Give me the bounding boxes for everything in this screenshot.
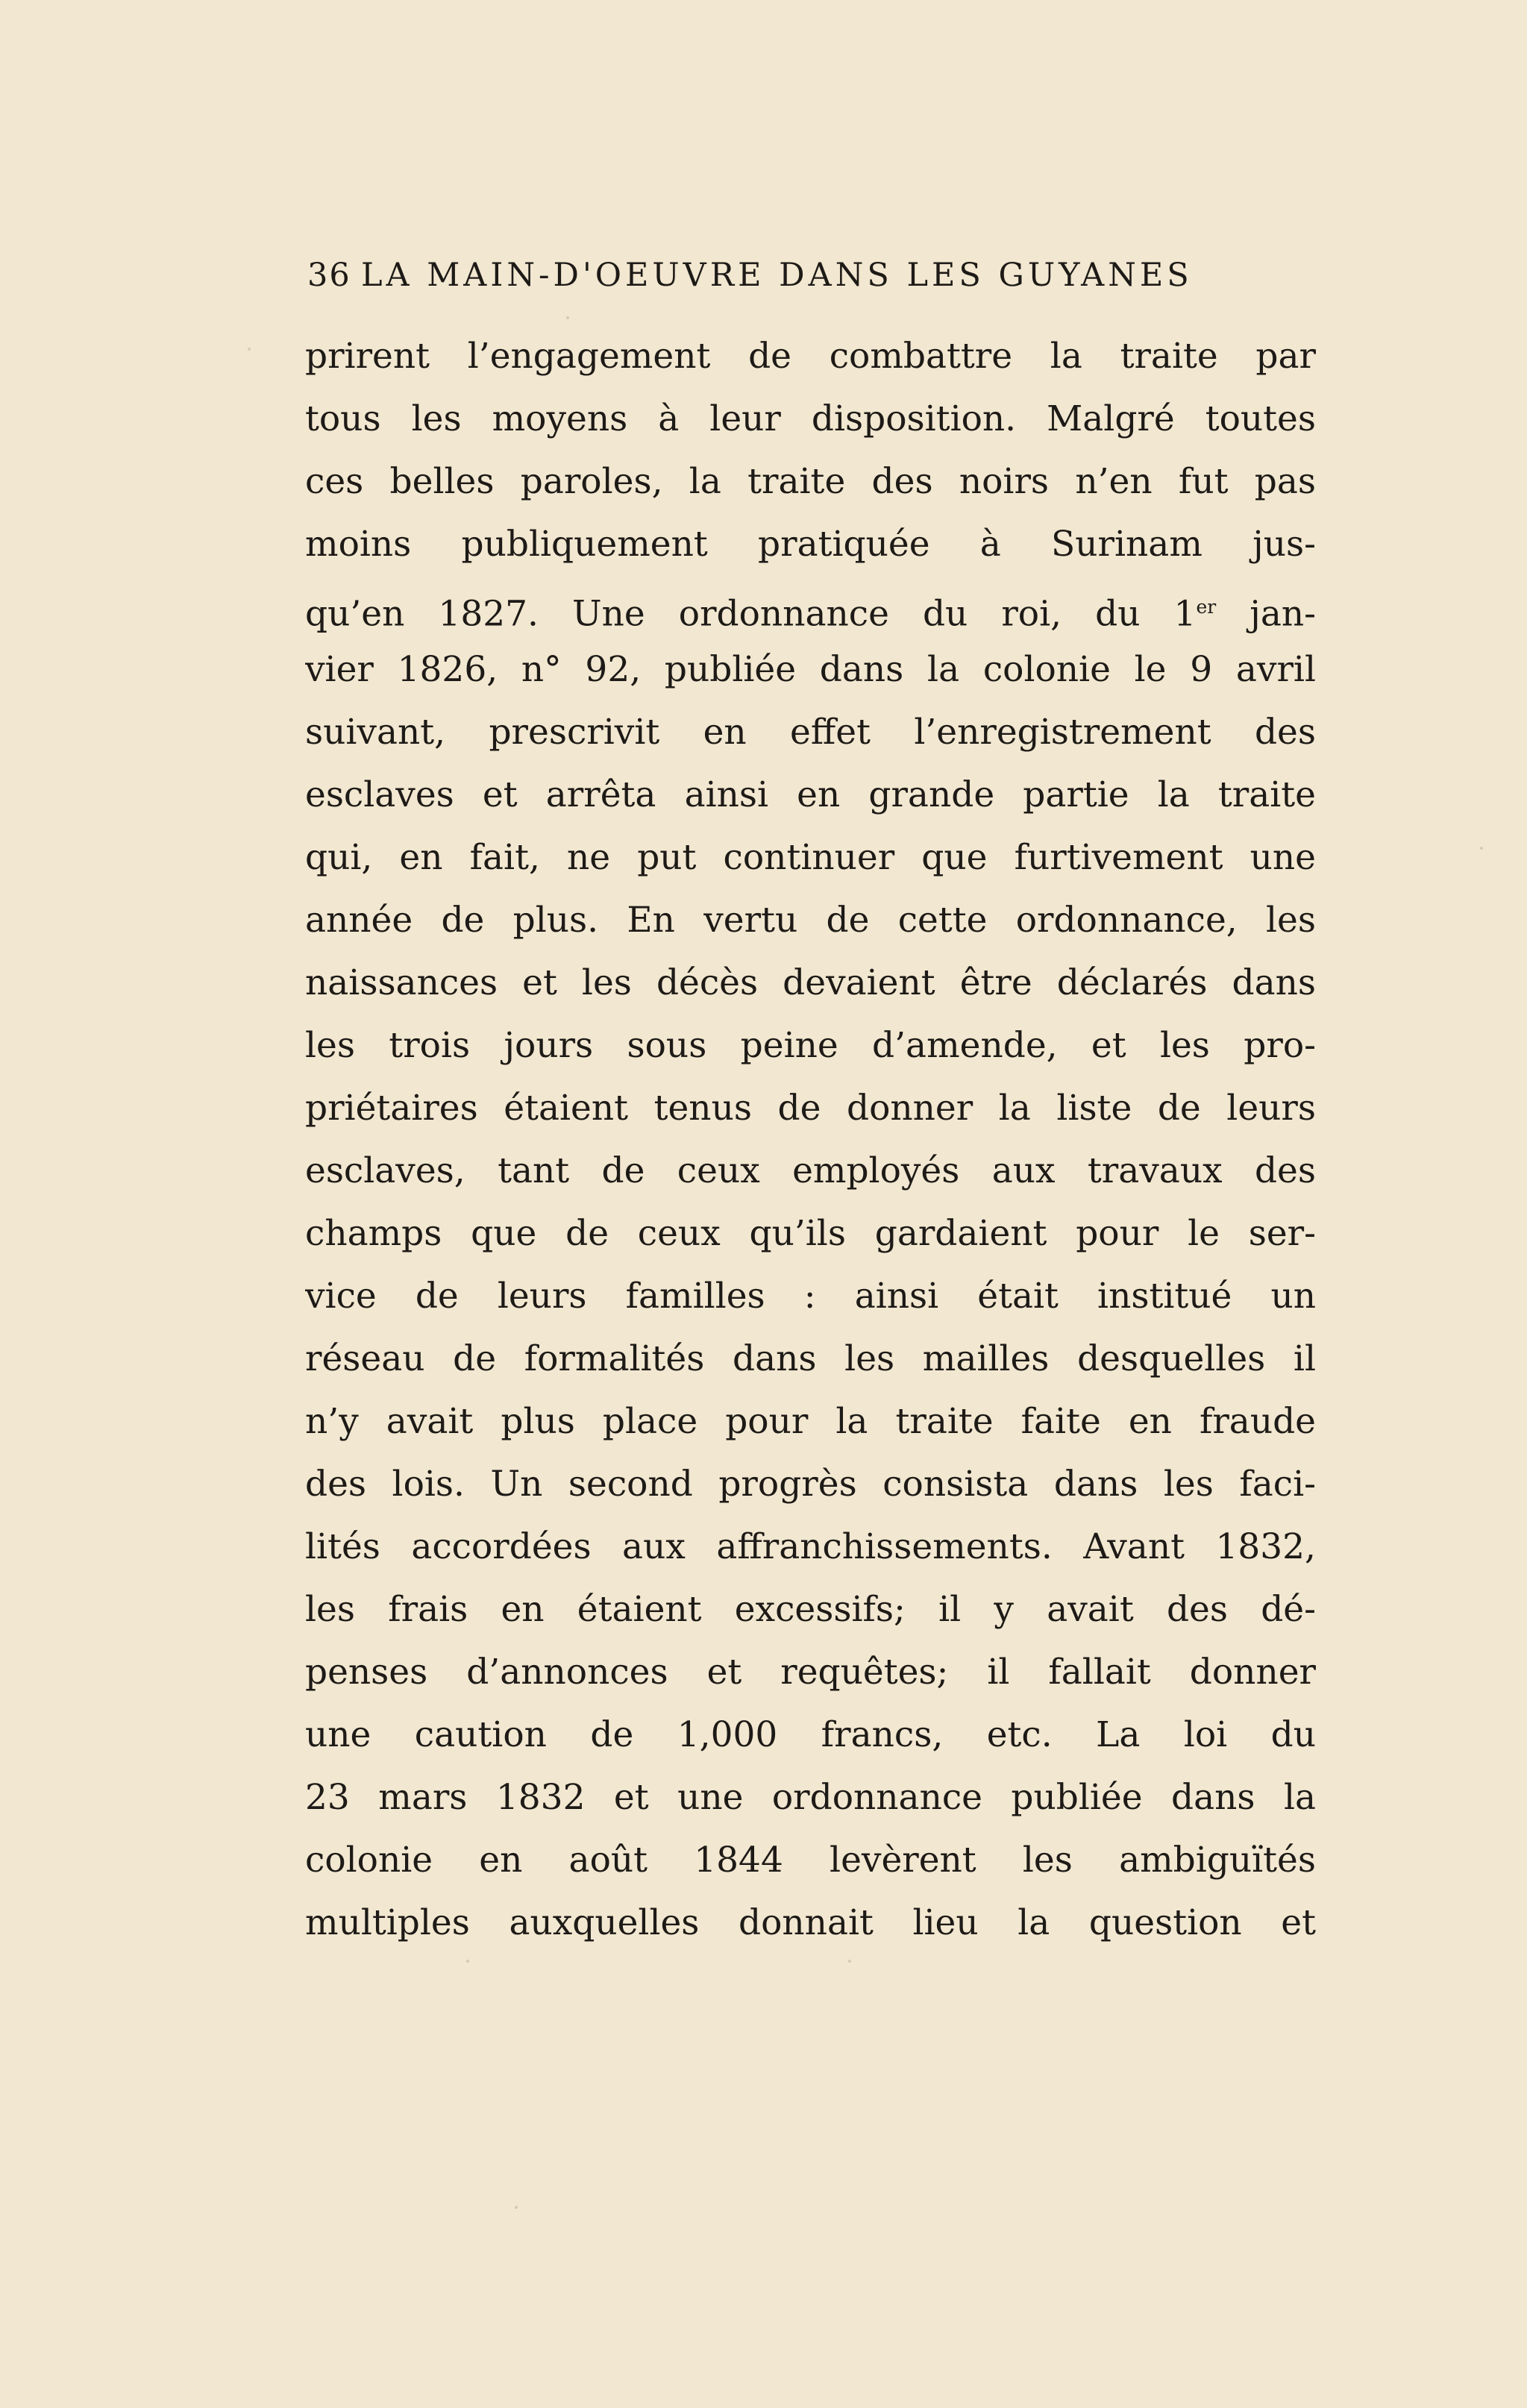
text-line-17: réseau de formalités dans les mailles desquelles il xyxy=(305,1338,1316,1379)
text-line-3: ces belles paroles, la traite des noirs n’en fut pas xyxy=(305,461,1316,502)
text-line-24: 23 mars 1832 et une ordonnance publiée dans la xyxy=(305,1777,1316,1818)
text-line-5-before-superscript: qu’en 1827. Une ordonnance du roi, du 1 xyxy=(305,593,1197,635)
running-header xyxy=(307,257,1311,294)
text-line-8: esclaves et arrêta ainsi en grande partie la traite xyxy=(305,774,1316,815)
text-line-23: une caution de 1,000 francs, etc. La loi du xyxy=(305,1714,1316,1755)
paper-speck xyxy=(515,2206,518,2209)
text-line-15: champs que de ceux qu’ils gardaient pour le ser- xyxy=(305,1213,1316,1254)
text-line-11: naissances et les décès devaient être déclarés dans xyxy=(305,962,1316,1003)
text-line-16: vice de leurs familles : ainsi était institué un xyxy=(305,1276,1316,1317)
paper-speck xyxy=(1480,847,1483,850)
text-line-5-after-superscript: jan- xyxy=(1216,593,1316,635)
body-paragraph xyxy=(305,325,1316,1954)
text-line-9: qui, en fait, ne put continuer que furtivement une xyxy=(305,837,1316,878)
ordinal-superscript: er xyxy=(1196,596,1217,618)
text-line-19: des lois. Un second progrès consista dans les faci- xyxy=(305,1464,1316,1505)
text-line-12: les trois jours sous peine d’amende, et les pro- xyxy=(305,1025,1316,1066)
text-line-13: priétaires étaient tenus de donner la liste de leurs xyxy=(305,1088,1316,1129)
text-line-21: les frais en étaient excessifs; il y avait des dé- xyxy=(305,1589,1316,1630)
paper-speck xyxy=(248,348,251,351)
text-line-5 xyxy=(305,576,1316,639)
paper-speck xyxy=(566,316,569,319)
paper-speck xyxy=(848,1960,851,1963)
text-line-20: lités accordées aux affranchissements. Avant 1832, xyxy=(305,1526,1316,1567)
text-line-18: n’y avait plus place pour la traite faite en fraude xyxy=(305,1401,1316,1442)
page-number: 36 xyxy=(307,257,351,294)
text-line-7: suivant, prescrivit en effet l’enregistrement des xyxy=(305,712,1316,753)
running-title: LA MAIN-D'OEUVRE DANS LES GUYANES xyxy=(361,257,1193,294)
text-line-1: prirent l’engagement de combattre la traite par xyxy=(305,336,1316,377)
text-line-22: penses d’annonces et requêtes; il fallait donner xyxy=(305,1652,1316,1693)
text-line-10: année de plus. En vertu de cette ordonnance, les xyxy=(305,900,1316,941)
text-line-4: moins publiquement pratiquée à Surinam jus- xyxy=(305,524,1316,565)
text-line-14: esclaves, tant de ceux employés aux travaux des xyxy=(305,1150,1316,1191)
text-line-6: vier 1826, n° 92, publiée dans la colonie le 9 avril xyxy=(305,649,1316,690)
paper-speck xyxy=(466,1960,469,1963)
text-line-25: colonie en août 1844 levèrent les ambiguïtés xyxy=(305,1840,1316,1881)
text-line-26: multiples auxquelles donnait lieu la question et xyxy=(305,1902,1316,1943)
text-line-2: tous les moyens à leur disposition. Malgré toutes xyxy=(305,398,1316,439)
